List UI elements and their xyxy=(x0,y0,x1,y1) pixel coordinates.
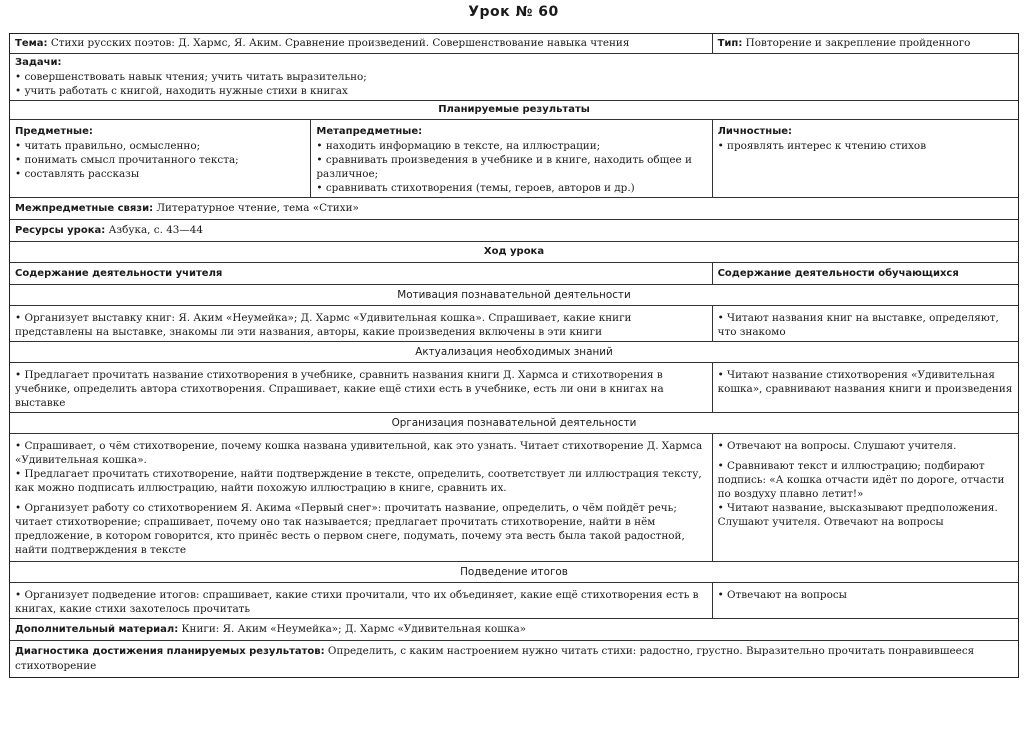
meta-result-item: • находить информацию в тексте, на иллюстрации; xyxy=(316,139,706,153)
teacher-activity-item: • Спрашивает, о чём стихотворение, почему кошка названа удивительной, как это узнать. Читает стихотворение Д. Хармса «Удивительная кошка». xyxy=(15,439,707,467)
stage-title-row xyxy=(10,285,1018,306)
personal-results-label: Личностные: xyxy=(717,126,793,137)
meta-result-item: • сравнивать стихотворения (темы, героев, авторов и др.) xyxy=(316,181,706,195)
diagnostics-row xyxy=(10,641,1018,677)
stage-title-row xyxy=(10,413,1018,434)
teacher-activity-item: • Организует работу со стихотворением Я. Акима «Первый снег»: прочитать название, определить, о чём пойдёт речь; читает стихотворение; спрашивает, почему оно так называется; предлагает прочитать стихотворение, найти в нём предложение, в котором говорится, кто принёс весть о первом снеге, подумать, почему эта весть была такой радостной, найти подтверждения в тексте xyxy=(15,501,707,557)
diagnostics-text: Определить, с каким настроением нужно читать стихи: радостно, грустно. Выразительно прочитать понравившееся стихотворение xyxy=(15,645,975,672)
interdisciplinary-label: Межпредметные связи: xyxy=(15,203,154,214)
teacher-activity-item: • Предлагает прочитать название стихотворения в учебнике, сравнить названия книги Д. Хармса и стихотворения в учебнике, определить автора стихотворения. Спрашивает, какие ещё стихи есть в учебнике, есть ли они в книгах на выставке xyxy=(15,368,707,410)
subject-results-label: Предметные: xyxy=(15,126,93,137)
page-title: Урок № 60 xyxy=(468,4,559,20)
resources-text: Азбука, с. 43—44 xyxy=(108,224,204,236)
type-text: Повторение и закрепление пройденного xyxy=(745,37,971,49)
personal-results-cell xyxy=(713,120,1018,197)
teacher-activity-item: • Организует подведение итогов: спрашивает, какие стихи прочитали, что их объединяет, какие ещё стихотворения есть в книгах, какие стихи захотелось прочитать xyxy=(15,588,707,616)
resources-label: Ресурсы урока: xyxy=(15,225,106,236)
meta-result-item: • сравнивать произведения в учебнике и в книге, находить общее и различное; xyxy=(316,153,706,181)
subject-result-item: • читать правильно, осмысленно; xyxy=(15,139,305,153)
diagnostics-label: Диагностика достижения планируемых результатов: xyxy=(15,646,325,657)
teacher-activity-cell xyxy=(10,434,713,561)
student-activity-item: • Читают название, высказывают предположения. Слушают учителя. Отвечают на вопросы xyxy=(718,501,1013,529)
stage-content-row xyxy=(10,306,1018,342)
stage-title: Актуализация необходимых знаний xyxy=(415,346,613,358)
teacher-activity-cell xyxy=(10,583,713,618)
planned-results-header: Планируемые результаты xyxy=(438,104,590,115)
student-activity-item: • Сравнивают текст и иллюстрацию; подбирают подпись: «А кошка отчасти идёт по дороге, отчасти по воздуху плавно летит!» xyxy=(718,459,1013,501)
student-activity-item: • Отвечают на вопросы. Слушают учителя. xyxy=(718,439,1013,453)
student-activity-cell xyxy=(713,306,1018,341)
additional-material-label: Дополнительный материал: xyxy=(15,624,179,635)
subject-result-item: • понимать смысл прочитанного текста; xyxy=(15,153,305,167)
resources-cell xyxy=(10,220,1018,241)
planned-results-header-row xyxy=(10,101,1018,120)
subject-results-cell xyxy=(10,120,311,197)
student-activity-item: • Читают названия книг на выставке, определяют, что знакомо xyxy=(718,311,1013,339)
task-item: • учить работать с книгой, находить нужные стихи в книгах xyxy=(15,84,1013,98)
meta-results-label: Метапредметные: xyxy=(316,126,423,137)
student-activity-item: • Читают название стихотворения «Удивительная кошка», сравнивают названия книги и произведения xyxy=(718,368,1013,396)
topic-text: Стихи русских поэтов: Д. Хармс, Я. Аким. Сравнение произведений. Совершенствование навыка чтения xyxy=(50,37,630,49)
lesson-header: Ход урока xyxy=(483,246,545,257)
stage-title: Подведение итогов xyxy=(460,566,568,578)
topic-row xyxy=(10,34,1018,54)
student-activity-cell xyxy=(713,363,1018,412)
lesson-plan-table xyxy=(9,33,1019,678)
planned-results-row xyxy=(10,120,1018,198)
teacher-activity-item: • Организует выставку книг: Я. Аким «Неумейка»; Д. Хармс «Удивительная кошка». Спрашивает, какие книги представлены на выставке, знакомы ли эти названия, авторы, какие произведения включены в эти книги xyxy=(15,311,707,339)
activity-columns-row xyxy=(10,263,1018,285)
student-activity-cell xyxy=(713,434,1018,561)
stage-title-row xyxy=(10,562,1018,583)
tasks-row xyxy=(10,54,1018,101)
task-item: • совершенствовать навык чтения; учить читать выразительно; xyxy=(15,70,1013,84)
stage-content-row xyxy=(10,434,1018,562)
teacher-activity-item: • Предлагает прочитать стихотворение, найти подтверждение в тексте, определить, соответствует ли иллюстрация тексту, как можно подписать иллюстрацию, найти похожую иллюстрацию в книге, сравнить их. xyxy=(15,467,707,495)
interdisciplinary-cell xyxy=(10,198,1018,219)
subject-result-item: • составлять рассказы xyxy=(15,167,305,181)
teacher-column-header: Содержание деятельности учителя xyxy=(10,263,713,284)
meta-results-cell xyxy=(311,120,712,197)
additional-material-row xyxy=(10,619,1018,641)
diagnostics-cell xyxy=(10,641,1018,677)
resources-row xyxy=(10,220,1018,242)
tasks-label: Задачи: xyxy=(15,57,62,68)
student-column-header: Содержание деятельности обучающихся xyxy=(717,268,959,279)
stage-title-row xyxy=(10,342,1018,363)
additional-material-text: Книги: Я. Аким «Неумейка»; Д. Хармс «Удивительная кошка» xyxy=(181,623,526,635)
stage-title: Организация познавательной деятельности xyxy=(391,417,637,429)
teacher-activity-cell xyxy=(10,306,713,341)
student-activity-item: • Отвечают на вопросы xyxy=(718,588,1013,602)
stage-content-row xyxy=(10,583,1018,619)
additional-material-cell xyxy=(10,619,1018,640)
lesson-header-row xyxy=(10,242,1018,263)
topic-cell xyxy=(10,34,713,53)
student-activity-cell xyxy=(713,583,1018,618)
interdisciplinary-row xyxy=(10,198,1018,220)
interdisciplinary-text: Литературное чтение, тема «Стихи» xyxy=(156,202,359,214)
tasks-cell xyxy=(10,54,1018,100)
type-cell xyxy=(713,34,1018,53)
stage-content-row xyxy=(10,363,1018,413)
type-label: Тип: xyxy=(717,38,743,49)
stage-title: Мотивация познавательной деятельности xyxy=(397,289,631,301)
personal-result-item: • проявлять интерес к чтению стихов xyxy=(718,139,1013,153)
teacher-activity-cell xyxy=(10,363,713,412)
topic-label: Тема: xyxy=(15,38,48,49)
